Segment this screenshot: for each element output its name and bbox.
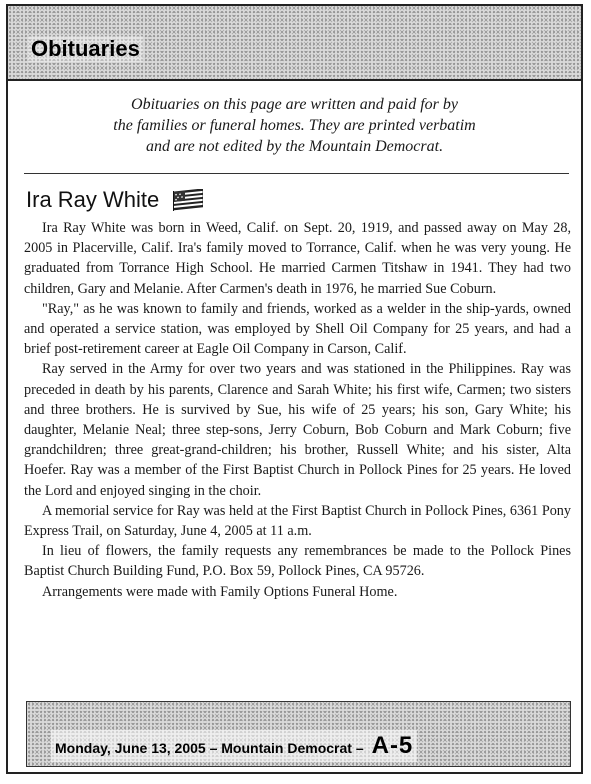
notice-line: and are not edited by the Mountain Democrat.	[145, 138, 444, 155]
obituary-paragraph: In lieu of flowers, the family requests any remembrances be made to the Pollock Pines Baptist Church Building Fund, P.O. Box 59, Pollock Pines, CA 95726.	[24, 543, 571, 580]
obituary-paragraph: Arrangements were made with Family Options Funeral Home.	[42, 583, 398, 600]
obituary-body	[24, 218, 571, 602]
deceased-name: Ira Ray White	[26, 187, 160, 212]
obituary-paragraph: "Ray," as he was known to family and friends, worked as a welder in the ship-yards, owned and operated a service station, was employed by Shell Oil Company for 25 years, and had a brief post-retirement career at Eagle Oil Company in Carson, Calif.	[24, 300, 571, 358]
obituary-paragraph: A memorial service for Ray was held at the First Baptist Church in Pollock Pines, 6361 Pony Express Trail, on Saturday, June 4, 2005 at 11 a.m.	[24, 502, 571, 540]
page-frame	[6, 4, 583, 774]
obituary-header	[26, 186, 203, 214]
american-flag-icon	[173, 189, 203, 211]
editorial-notice	[8, 94, 581, 157]
notice-line: the families or funeral homes. They are printed verbatim	[113, 117, 476, 134]
obituary-paragraph: Ray served in the Army for over two years and was stationed in the Philippines. Ray was preceded in death by his parents, Clarence and Sarah White; his first wife, Carmen; two sisters and three brothers. He is survived by Sue, his wife of 25 years; his son, Gary White; his daughter, Melanie Neal; three step-sons, Jerry Coburn, Bob Coburn and Mark Coburn; five grandchildren; three great-grand-children; his brother, Russell White; and his sister, Alta Hoefer. Ray was a member of the First Baptist Church in Pollock Pines for 25 years. He loved the Lord and enjoyed singing in the choir.	[24, 361, 571, 499]
notice-divider	[24, 173, 569, 174]
section-banner	[8, 6, 581, 81]
section-title: Obituaries	[28, 36, 143, 62]
page-footer	[26, 701, 571, 767]
footer-line	[51, 730, 417, 762]
notice-line: Obituaries on this page are written and paid for by	[131, 96, 458, 113]
obituary-paragraph: Ira Ray White was born in Weed, Calif. on Sept. 20, 1919, and passed away on May 28, 2005 in Placerville, Calif. Ira's family moved to Torrance, Calif. when he was very young. He graduated from Torrance High School. He married Carmen Titshaw in 1941. They had two children, Gary and Melanie. After Carmen's death in 1976, he married Sue Coburn.	[24, 220, 571, 297]
page-number: A-5	[371, 732, 414, 759]
footer-dateline: Monday, June 13, 2005 – Mountain Democrat –	[55, 740, 364, 756]
